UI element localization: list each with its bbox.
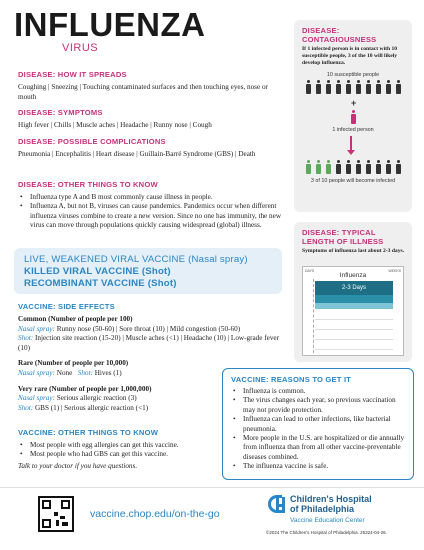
person-icon <box>345 80 352 94</box>
reason-item: • The influenza vaccine is safe. <box>231 462 405 471</box>
susceptible-people <box>294 80 412 94</box>
other-item: • Influenza A, but not B, viruses can cause pandemics. Pandemics occur when different influenza viruses combine to create a new version. Since no one has immunity, the new virus can move through populations quickly causing widespread (global) illness. <box>18 202 288 230</box>
nasal-label: Nasal spray: <box>18 324 55 333</box>
person-icon <box>385 80 392 94</box>
page-title: INFLUENZA <box>14 6 206 43</box>
vrare-nasal-text: Serious allergic reaction (3) <box>54 394 137 403</box>
infected-person <box>294 110 412 124</box>
length-heading-1: DISEASE: TYPICAL <box>302 228 376 237</box>
org-center: Vaccine Education Center <box>290 517 365 524</box>
reasons-box <box>222 368 414 480</box>
other-item: • Influenza type A and B most commonly cause illness in people. <box>18 193 288 202</box>
footer-link[interactable]: vaccine.chop.edu/on-the-go <box>90 508 220 520</box>
person-icon <box>395 80 402 94</box>
footer-divider <box>0 487 424 488</box>
page-subtitle: VIRUS <box>62 42 99 54</box>
person-icon <box>345 160 352 174</box>
nasal-label: Nasal spray: <box>18 368 55 377</box>
person-icon <box>375 80 382 94</box>
person-icon <box>365 80 372 94</box>
reason-item: • The virus changes each year, so previous vaccination may not provide protection. <box>231 396 405 415</box>
person-icon <box>355 160 362 174</box>
symptoms-section <box>18 108 280 131</box>
weeks-label: WEEKS <box>388 269 401 273</box>
gridline <box>315 319 393 320</box>
vaccine-types-box <box>14 248 282 294</box>
contagious-text: If 1 infected person is in contact with 10 susceptible people, 3 of the 10 will likely develop influenza. <box>302 46 398 66</box>
person-icon <box>385 160 392 174</box>
shot-label: Shot: <box>77 368 93 377</box>
spreads-section <box>18 70 280 102</box>
common-heading: Common (Number of people per 100) <box>18 315 133 323</box>
chop-logo-icon <box>268 493 286 517</box>
chart-title: Influenza <box>339 272 367 279</box>
common-nasal-text: Runny nose (50-60) | Sore throat (10) | Mild congestion (50-60) <box>54 324 241 333</box>
plus-icon: + <box>351 98 357 108</box>
infected-label: 1 infected person <box>332 127 374 133</box>
person-icon <box>315 80 322 94</box>
gridline <box>315 329 393 330</box>
symptoms-heading: DISEASE: SYMPTOMS <box>18 108 103 117</box>
complications-text: Pneumonia | Encephalitis | Heart disease | Guillain-Barré Syndrome (GBS) | Death <box>18 150 256 158</box>
chart-axis <box>313 279 314 353</box>
susceptible-label: 10 susceptible people <box>326 72 380 78</box>
qr-code-icon[interactable] <box>38 496 74 532</box>
symptoms-text: High fever | Chills | Muscle aches | Headache | Runny nose | Cough <box>18 121 212 129</box>
vaccine-type: KILLED VIRAL VACCINE (Shot) <box>24 266 171 277</box>
person-icon <box>325 80 332 94</box>
copyright: ©2024 The Children's Hospital of Philadelphia. 25324-04-26. <box>266 530 387 535</box>
reason-item: • Influenza can lead to other infections, like bacterial pneumonia. <box>231 415 405 434</box>
other-section <box>18 180 288 231</box>
gridline <box>315 339 393 340</box>
spreads-heading: DISEASE: HOW IT SPREADS <box>18 70 127 79</box>
arrow-head-icon <box>347 150 355 155</box>
vrare-shot-text: GBS (1) | Serious allergic reaction (<1) <box>33 403 149 412</box>
infected-person-icon <box>350 110 357 124</box>
org-name-1: Children's Hospital <box>290 494 372 504</box>
length-heading <box>302 228 383 246</box>
complications-section <box>18 137 268 160</box>
infected-person-icon <box>305 160 312 174</box>
vaccine-other-item: • Most people who had GBS can get this vaccine. <box>18 450 223 459</box>
vaccine-other-heading: VACCINE: OTHER THINGS TO KNOW <box>18 428 159 437</box>
person-icon <box>365 160 372 174</box>
contagious-heading-2: CONTAGIOUSNESS <box>302 35 377 44</box>
side-effects-heading: VACCINE: SIDE EFFECTS <box>18 302 115 311</box>
shot-label: Shot: <box>18 334 34 343</box>
vaccine-type: RECOMBINANT VACCINE (Shot) <box>24 278 177 289</box>
complications-heading: DISEASE: POSSIBLE COMPLICATIONS <box>18 137 166 146</box>
contagiousness-box <box>294 20 412 212</box>
result-label: 3 of 10 people will become infected <box>310 178 396 184</box>
org-name-2: of Philadelphia <box>290 504 355 514</box>
person-icon <box>335 80 342 94</box>
vaccine-other-item: • Most people with egg allergies can get this vaccine. <box>18 441 223 450</box>
nasal-label: Nasal spray: <box>18 394 55 403</box>
illness-chart <box>302 266 404 356</box>
person-icon <box>305 80 312 94</box>
length-heading-2: LENGTH OF ILLNESS <box>302 237 384 246</box>
rare-shot-text: Hives (1) <box>92 368 122 377</box>
illness-length-box <box>294 222 412 362</box>
duration-bar: 2-3 Days <box>315 281 393 295</box>
person-icon <box>395 160 402 174</box>
rare-heading: Rare (Number of people per 10,000) <box>18 359 129 368</box>
infected-person-icon <box>315 160 322 174</box>
org-name <box>290 494 372 514</box>
length-text: Symptoms of influenza last about 2-3 days. <box>302 248 405 254</box>
person-icon <box>335 160 342 174</box>
gridline <box>315 349 393 350</box>
result-people <box>294 160 412 174</box>
shot-label: Shot: <box>18 403 34 412</box>
person-icon <box>375 160 382 174</box>
contagious-heading-1: DISEASE: <box>302 26 340 35</box>
reason-item: • More people in the U.S. are hospitalized or die annually from influenza than from all other vaccine-preventable diseases combined. <box>231 434 405 462</box>
duration-bar-3 <box>315 303 393 309</box>
reason-item: • Influenza is common. <box>231 387 405 396</box>
infected-person-icon <box>325 160 332 174</box>
spreads-text: Coughing | Sneezing | Touching contaminated surfaces and then touching eyes, nose or mouth <box>18 83 268 101</box>
common-nasal <box>18 325 284 335</box>
other-heading: DISEASE: OTHER THINGS TO KNOW <box>18 180 158 189</box>
rare-nasal-text: None <box>54 368 73 377</box>
days-label: DAYS <box>305 269 315 273</box>
duration-bar-2 <box>315 295 393 303</box>
doctor-note: Talk to your doctor if you have questions. <box>18 461 138 470</box>
common-shot <box>18 334 284 353</box>
very-rare-heading: Very rare (Number of people per 1,000,000) <box>18 384 152 393</box>
contagious-heading <box>302 26 376 44</box>
vaccine-other-section <box>18 428 223 471</box>
common-shot-text: Injection site reaction (15-20) | Muscle aches (<1) | Headache (10) | Low-grade fever (10) <box>18 334 280 352</box>
person-icon <box>355 80 362 94</box>
reasons-heading: VACCINE: REASONS TO GET IT <box>231 375 352 384</box>
vaccine-type: LIVE, WEAKENED VIRAL VACCINE (Nasal spray) <box>24 254 248 265</box>
